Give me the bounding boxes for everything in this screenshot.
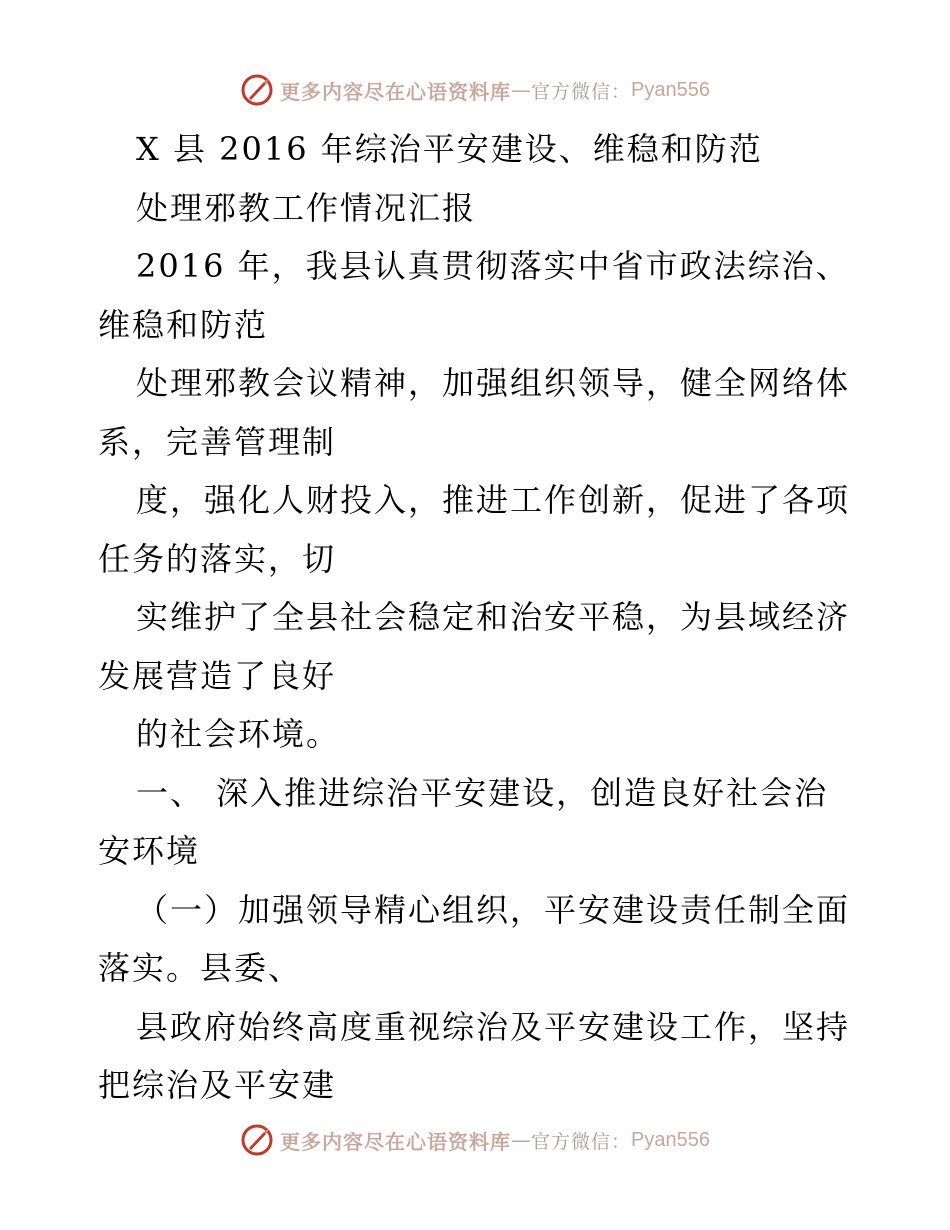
banner-separator: — xyxy=(511,1128,531,1152)
banner-separator: — xyxy=(511,78,531,102)
paragraph-line: 2016 年，我县认真贯彻落实中省市政法综治、 xyxy=(136,247,850,285)
paragraph-line: 任务的落实，切 xyxy=(98,539,337,578)
quill-pen-logo-icon xyxy=(240,1123,274,1157)
paragraph-line: 实维护了全县社会稳定和治安平稳，为县域经济 xyxy=(136,598,851,636)
paragraph-line: 县政府始终高度重视综治及平安建设工作，坚持 xyxy=(136,1007,851,1046)
banner-wechat-id: Pyan556 xyxy=(631,1128,710,1151)
banner-wechat-id: Pyan556 xyxy=(631,78,710,101)
section-heading-line: 安环境 xyxy=(98,832,201,870)
banner-text: 更多内容尽在心语资料库 xyxy=(280,1129,511,1154)
document-title-line-2: 处理邪教工作情况汇报 xyxy=(136,188,477,227)
document-title-line-1: X 县 2016 年综治平安建设、维稳和防范 xyxy=(136,130,763,168)
paragraph-line: 系，完善管理制 xyxy=(98,422,337,461)
subsection-heading-line: （一）加强领导精心组织，平安建设责任制全面 xyxy=(136,890,851,929)
section-heading-line: 一、 深入推进综治平安建设，创造良好社会治 xyxy=(136,773,829,812)
paragraph-line: 把综治及平安建 xyxy=(98,1066,337,1104)
quill-pen-logo-icon xyxy=(240,73,274,107)
paragraph-line: 维稳和防范 xyxy=(98,305,269,344)
paragraph-line: 度，强化人财投入，推进工作创新，促进了各项 xyxy=(136,481,851,519)
paragraph-line: 处理邪教会议精神，加强组织领导，健全网络体 xyxy=(136,364,851,402)
document-body xyxy=(98,120,858,1115)
subsection-heading-line: 落实。县委、 xyxy=(98,949,303,987)
paragraph-line: 的社会环境。 xyxy=(136,715,341,753)
footer-banner xyxy=(0,1120,950,1160)
paragraph-line: 发展营造了良好 xyxy=(98,656,337,695)
header-banner xyxy=(0,70,950,110)
banner-wechat-label: 官方微信： xyxy=(531,80,632,103)
banner-wechat-label: 官方微信： xyxy=(531,1130,632,1153)
banner-text: 更多内容尽在心语资料库 xyxy=(280,79,511,104)
